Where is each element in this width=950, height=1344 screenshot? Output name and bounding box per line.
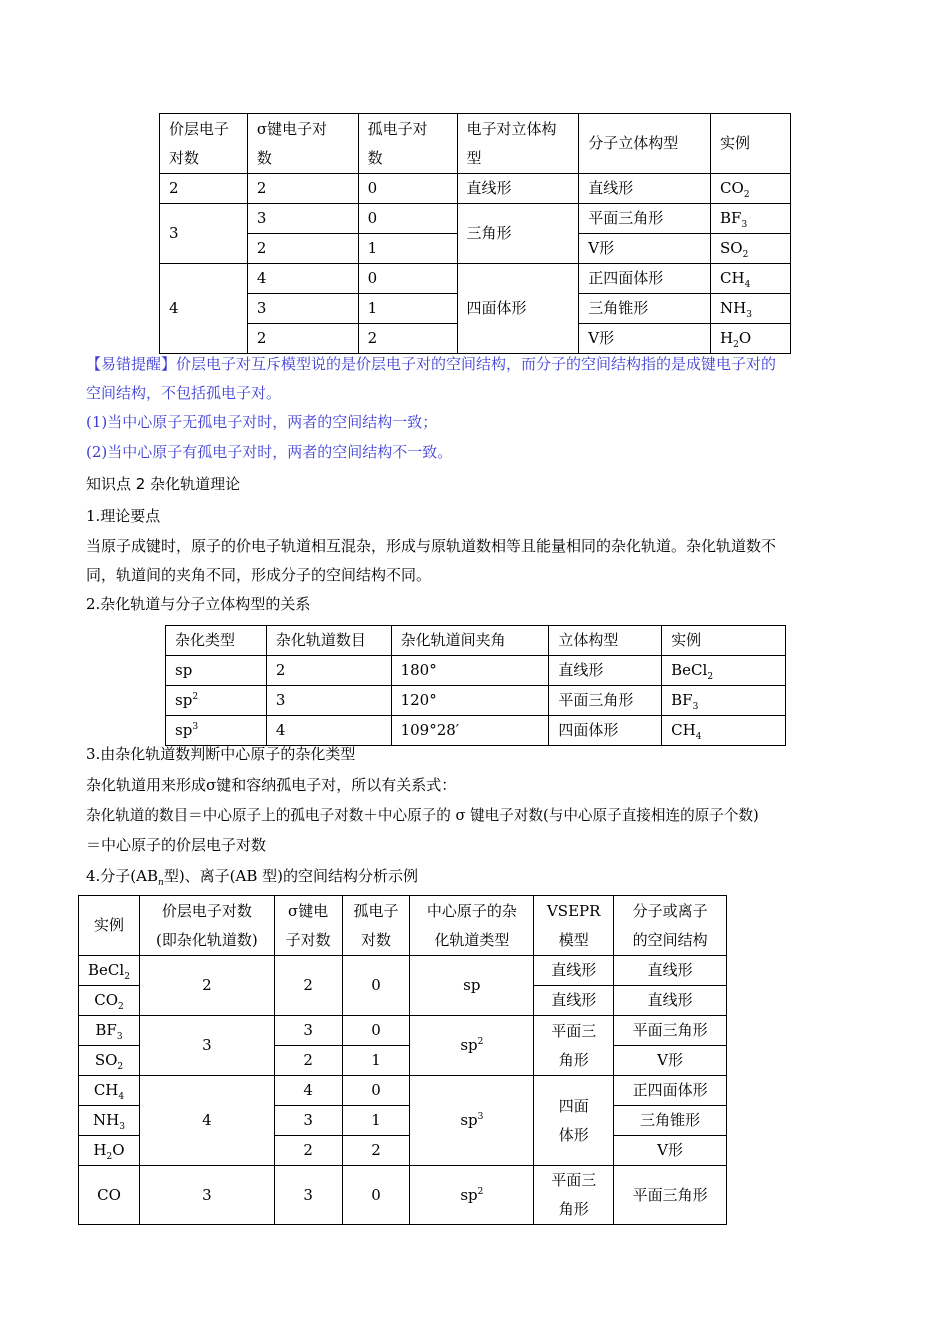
section-heading: 知识点 2 杂化轨道理论	[86, 475, 241, 493]
header-cell: 价层电子 对数	[160, 114, 248, 174]
header-cell: VSEPR 模型	[534, 896, 614, 956]
cell: 4	[160, 264, 248, 354]
cell: 2	[274, 1046, 342, 1076]
table-row	[79, 1076, 727, 1106]
header-cell: 中心原子的杂 化轨道类型	[410, 896, 534, 956]
table-header-row	[166, 626, 786, 656]
cell: 平面三角形	[614, 1166, 727, 1225]
cell: V形	[614, 1046, 727, 1076]
cell: $BF_3$	[711, 204, 791, 234]
cell: 3	[274, 1106, 342, 1136]
cell: $sp^2$	[410, 1166, 534, 1225]
header-cell: 分子立体构型	[579, 114, 711, 174]
table-row	[79, 1016, 727, 1046]
cell: 平面三角形	[549, 686, 662, 716]
cell: sp	[410, 956, 534, 1016]
cell: 直线形	[579, 174, 711, 204]
cell: 2	[342, 1136, 410, 1166]
cell: 直线形	[534, 986, 614, 1016]
vsepr-table	[159, 113, 791, 354]
cell: 3	[139, 1016, 274, 1076]
cell: V形	[579, 324, 711, 354]
header-cell: 杂化轨道数目	[266, 626, 391, 656]
cell: 0	[358, 174, 457, 204]
para-line: 杂化轨道用来形成σ键和容纳孤电子对，所以有关系式：	[86, 776, 457, 794]
cell: 正四面体形	[614, 1076, 727, 1106]
cell: 1	[358, 234, 457, 264]
cell: $CH_4$	[711, 264, 791, 294]
para-line: ＝中心原子的价层电子对数	[86, 836, 267, 854]
cell: 2	[139, 956, 274, 1016]
cell: 3	[266, 686, 391, 716]
para-line: 杂化轨道的数目＝中心原子上的孤电子对数＋中心原子的 σ 键电子对数(与中心原子直接相连的原子个数)	[86, 807, 759, 824]
table-row	[160, 204, 791, 234]
header-cell: σ键电 子对数	[274, 896, 342, 956]
cell: 3	[139, 1166, 274, 1225]
cell: 1	[342, 1106, 410, 1136]
cell: 4	[266, 716, 391, 746]
header-cell: 价层电子对数 (即杂化轨道数)	[139, 896, 274, 956]
cell: $sp^3$	[410, 1076, 534, 1166]
tip-line-1: 【易错提醒】价层电子对互斥模型说的是价层电子对的空间结构，而分子的空间结构指的是成键电子对的	[86, 355, 777, 373]
cell: 直线形	[614, 956, 727, 986]
structure-analysis-table	[78, 895, 727, 1225]
cell: 2	[160, 174, 248, 204]
cell: 3	[274, 1016, 342, 1046]
cell: $NH_3$	[711, 294, 791, 324]
cell: 180°	[391, 656, 549, 686]
cell: 0	[342, 1166, 410, 1225]
cell: BeCl$_2$	[662, 656, 786, 686]
cell: 四面 体形	[534, 1076, 614, 1166]
cell: 3	[247, 204, 358, 234]
cell: 0	[342, 1076, 410, 1106]
cell: 直线形	[614, 986, 727, 1016]
cell: 平面三 角形	[534, 1016, 614, 1076]
para-title: 1.理论要点	[86, 507, 161, 525]
cell: 三角锥形	[614, 1106, 727, 1136]
para-title: 2.杂化轨道与分子立体构型的关系	[86, 595, 311, 613]
header-cell: 实例	[662, 626, 786, 656]
hybridization-table	[165, 625, 786, 746]
table-header-row	[160, 114, 791, 174]
header-cell: 电子对立体构 型	[457, 114, 579, 174]
cell: 平面三 角形	[534, 1166, 614, 1225]
header-cell: 实例	[711, 114, 791, 174]
cell: sp	[166, 656, 267, 686]
cell: 直线形	[549, 656, 662, 686]
cell: 3	[160, 204, 248, 264]
header-cell: 分子或离子 的空间结构	[614, 896, 727, 956]
tip-line-3: (1)当中心原子无孤电子对时，两者的空间结构一致；	[86, 413, 438, 431]
cell: $CO_2$	[711, 174, 791, 204]
cell: 三角锥形	[579, 294, 711, 324]
cell: 2	[266, 656, 391, 686]
cell: $SO_2$	[79, 1046, 140, 1076]
tip-line-4: (2)当中心原子有孤电子对时，两者的空间结构不一致。	[86, 443, 453, 461]
cell: 3	[274, 1166, 342, 1225]
para-title: 4.分子($AB_n$型)、离子(AB 型)的空间结构分析示例	[86, 867, 419, 888]
cell: 109°28′	[391, 716, 549, 746]
cell: $sp^2$	[410, 1016, 534, 1076]
cell: $sp^2$	[166, 686, 267, 716]
header-cell: σ键电子对 数	[247, 114, 358, 174]
cell: 正四面体形	[579, 264, 711, 294]
table-row	[160, 174, 791, 204]
cell: 直线形	[534, 956, 614, 986]
header-cell: 杂化轨道间夹角	[391, 626, 549, 656]
cell: BeCl$_2$	[79, 956, 140, 986]
cell: 1	[358, 294, 457, 324]
cell: 2	[274, 1136, 342, 1166]
table-row	[79, 1166, 727, 1225]
header-cell: 孤电子 对数	[342, 896, 410, 956]
table-row	[166, 656, 786, 686]
table-header-row	[79, 896, 727, 956]
cell: 直线形	[457, 174, 579, 204]
cell: 1	[342, 1046, 410, 1076]
cell: 0	[342, 956, 410, 1016]
table-row	[79, 956, 727, 986]
cell: $CH_4$	[662, 716, 786, 746]
cell: 0	[342, 1016, 410, 1046]
cell: 四面体形	[549, 716, 662, 746]
cell: $BF_3$	[79, 1016, 140, 1046]
cell: 2	[247, 234, 358, 264]
cell: 0	[358, 204, 457, 234]
cell: 平面三角形	[579, 204, 711, 234]
cell: $BF_3$	[662, 686, 786, 716]
cell: 0	[358, 264, 457, 294]
cell: 三角形	[457, 204, 579, 264]
cell: 2	[247, 324, 358, 354]
table-row	[160, 264, 791, 294]
cell: 120°	[391, 686, 549, 716]
cell: 四面体形	[457, 264, 579, 354]
tip-line-2: 空间结构，不包括孤电子对。	[86, 384, 282, 402]
cell: V形	[579, 234, 711, 264]
cell: $H_2O$	[79, 1136, 140, 1166]
cell: $CH_4$	[79, 1076, 140, 1106]
cell: $CO_2$	[79, 986, 140, 1016]
cell: CO	[79, 1166, 140, 1225]
cell: V形	[614, 1136, 727, 1166]
cell: 4	[247, 264, 358, 294]
table-row	[166, 686, 786, 716]
cell: $sp^3$	[166, 716, 267, 746]
cell: $H_2O$	[711, 324, 791, 354]
cell: 2	[358, 324, 457, 354]
header-cell: 立体构型	[549, 626, 662, 656]
cell: 4	[139, 1076, 274, 1166]
cell: $NH_3$	[79, 1106, 140, 1136]
cell: 2	[274, 956, 342, 1016]
header-cell: 实例	[79, 896, 140, 956]
header-cell: 杂化类型	[166, 626, 267, 656]
cell: 平面三角形	[614, 1016, 727, 1046]
cell: 2	[247, 174, 358, 204]
cell: 3	[247, 294, 358, 324]
cell: 4	[274, 1076, 342, 1106]
header-cell: 孤电子对 数	[358, 114, 457, 174]
para-title: 3.由杂化轨道数判断中心原子的杂化类型	[86, 745, 356, 763]
cell: $SO_2$	[711, 234, 791, 264]
para-line: 同，轨道间的夹角不同，形成分子的空间结构不同。	[86, 566, 432, 584]
para-line: 当原子成键时，原子的价电子轨道相互混杂，形成与原轨道数相等且能量相同的杂化轨道。杂化轨道数不	[86, 537, 777, 555]
